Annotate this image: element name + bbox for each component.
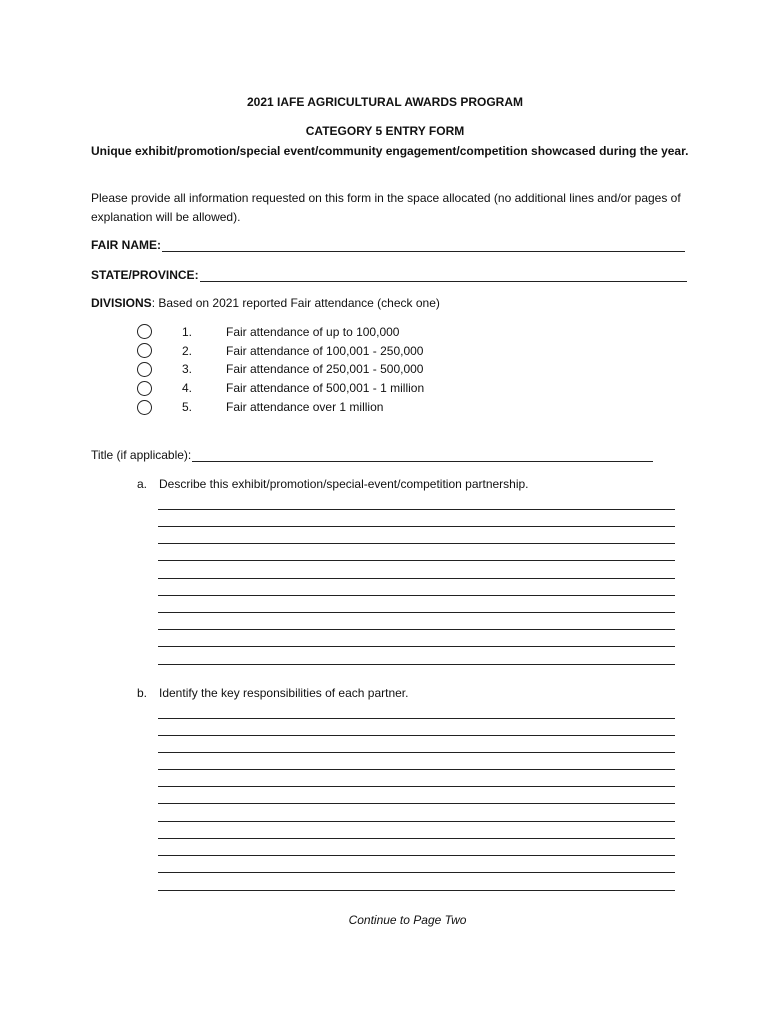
question-a-text: Describe this exhibit/promotion/special-event/competition partnership. [159,477,529,491]
division-3-radio[interactable] [137,362,152,377]
answer-a-line-9[interactable] [158,646,675,647]
answer-b-line-11[interactable] [158,890,675,891]
division-5-label: Fair attendance over 1 million [226,400,384,414]
answer-a-line-7[interactable] [158,612,675,613]
answer-b-line-5[interactable] [158,786,675,787]
answer-a-line-4[interactable] [158,560,675,561]
answer-b-line-10[interactable] [158,872,675,873]
answer-a-line-2[interactable] [158,526,675,527]
form-title [0,124,770,138]
question-a-letter: a. [137,477,148,491]
answer-b-line-8[interactable] [158,838,675,839]
answer-b-line-2[interactable] [158,735,675,736]
division-1-label: Fair attendance of up to 100,000 [226,325,400,339]
title-input-line[interactable] [192,449,653,462]
divisions-prompt: : Based on 2021 reported Fair attendance (check one) [151,296,440,310]
answer-b-line-1[interactable] [158,718,675,719]
answer-a-line-6[interactable] [158,595,675,596]
continue-note: Continue to Page Two [348,913,467,927]
title-label: Title (if applicable): [91,448,192,462]
state-province-field [91,268,687,282]
answer-b-line-9[interactable] [158,855,675,856]
answer-a-line-1[interactable] [158,509,675,510]
question-b-letter: b. [137,686,148,700]
division-4-radio[interactable] [137,381,152,396]
instructions-text: Please provide all information requested on this form in the space allocated (no additional lines and/or pages of explanation will be allowed). [91,191,681,224]
division-3-number: 3. [181,362,192,376]
question-b-text: Identify the key responsibilities of each partner. [159,686,409,700]
state-province-label: STATE/PROVINCE: [91,268,199,282]
question-b [137,686,408,700]
division-2-label: Fair attendance of 100,001 - 250,000 [226,344,424,358]
division-5-number: 5. [181,400,192,414]
division-3-label: Fair attendance of 250,001 - 500,000 [226,362,424,376]
division-2-number: 2. [181,344,192,358]
answer-a-line-8[interactable] [158,629,675,630]
answer-b-line-7[interactable] [158,821,675,822]
question-a [137,477,529,491]
state-province-input-line[interactable] [200,269,687,282]
fair-name-input-line[interactable] [162,239,685,252]
category-description: Unique exhibit/promotion/special event/community engagement/competition showcased during the year. [91,144,689,158]
answer-a-line-10[interactable] [158,664,675,665]
division-4-label: Fair attendance of 500,001 - 1 million [226,381,425,395]
division-5-radio[interactable] [137,400,152,415]
divisions-label: DIVISIONS [91,296,152,310]
title-field [91,448,653,462]
fair-name-label: FAIR NAME: [91,238,161,252]
division-4-number: 4. [181,381,192,395]
fair-name-field [91,238,685,252]
program-title: 2021 IAFE AGRICULTURAL AWARDS PROGRAM [246,95,524,109]
answer-a-line-3[interactable] [158,543,675,544]
form-title-text: CATEGORY 5 ENTRY FORM [305,124,465,138]
division-1-radio[interactable] [137,324,152,339]
answer-a-line-5[interactable] [158,578,675,579]
divisions-heading [91,296,440,310]
division-2-radio[interactable] [137,343,152,358]
answer-b-line-4[interactable] [158,769,675,770]
answer-b-line-3[interactable] [158,752,675,753]
answer-b-line-6[interactable] [158,803,675,804]
division-1-number: 1. [181,325,192,339]
